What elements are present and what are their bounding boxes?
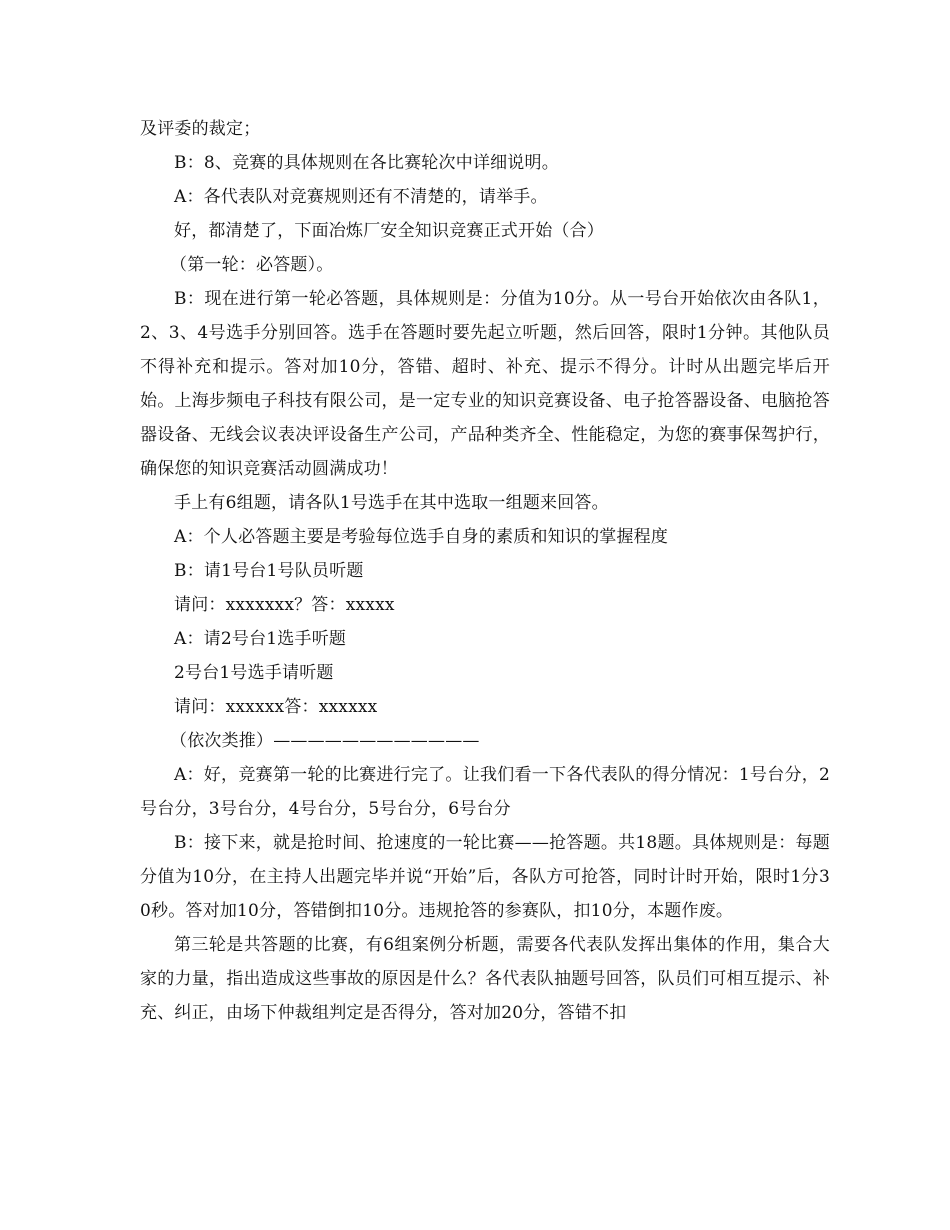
paragraph-table-one-listen: B：请1号台1号队员听题 — [174, 561, 364, 581]
paragraph-rule-8: B：8、竞赛的具体规则在各比赛轮次中详细说明。 — [174, 153, 559, 173]
paragraph-contest-start: 好，都清楚了，下面冶炼厂安全知识竞赛正式开始（合） — [174, 221, 604, 241]
paragraph-six-question-sets: 手上有6组题，请各队1号选手在其中选取一组题来回答。 — [174, 493, 609, 513]
paragraph-question-answer-one: 请问：xxxxxxx？答：xxxxx — [174, 595, 395, 615]
paragraph-judges-ruling: 及评委的裁定； — [140, 119, 261, 139]
paragraph-table-two-listen: A：请2号台1选手听题 — [174, 629, 347, 649]
paragraph-table-two-player: 2号台1号选手请听题 — [174, 663, 334, 683]
paragraph-round-one-scores: A：好，竞赛第一轮的比赛进行完了。让我们看一下各代表队的得分情况：1号台分，2号台分，3号台分，4号台分，5号台分，6号台分 — [140, 765, 830, 819]
paragraph-buzzer-round-rules: B：接下来，就是抢时间、抢速度的一轮比赛——抢答题。共18题。具体规则是：每题分值为10分，在主持人出题完毕并说“开始”后，各队方可抢答，同时计时开始，限时1分30秒。答对加10分，答错倒扣10分。违规抢答的参赛队，扣10分，本题作废。 — [140, 833, 830, 921]
paragraph-individual-questions: A：个人必答题主要是考验每位选手自身的素质和知识的掌握程度 — [174, 527, 669, 547]
paragraph-and-so-on: （依次类推）———————————— — [170, 731, 480, 751]
paragraph-raise-hand: A：各代表队对竞赛规则还有不清楚的，请举手。 — [174, 187, 548, 207]
paragraph-round-one-title: （第一轮：必答题）。 — [170, 255, 334, 275]
paragraph-round-one-rules: B：现在进行第一轮必答题，具体规则是：分值为10分。从一号台开始依次由各队1，2、3、4号选手分别回答。选手在答题时要先起立听题，然后回答，限时1分钟。其他队员不得补充和提示。答对加10分，答错、超时、补充、提示不得分。计时从出题完毕后开始。上海步频电子科技有限公司，是一定专业的知识竞赛设备、电子抢答器设备、电脑抢答器设备、无线会议表决评设备生产公司，产品种类齐全、性能稳定，为您的赛事保驾护行，确保您的知识竞赛活动圆满成功！ — [140, 289, 830, 479]
paragraph-round-three-rules: 第三轮是共答题的比赛，有6组案例分析题，需要各代表队发挥出集体的作用，集合大家的力量，指出造成这些事故的原因是什么？各代表队抽题号回答，队员们可相互提示、补充、纠正，由场下仲裁组判定是否得分，答对加20分，答错不扣 — [140, 935, 830, 1023]
paragraph-question-answer-two: 请问：xxxxxx答：xxxxxx — [174, 697, 378, 717]
document-body — [140, 112, 830, 1030]
